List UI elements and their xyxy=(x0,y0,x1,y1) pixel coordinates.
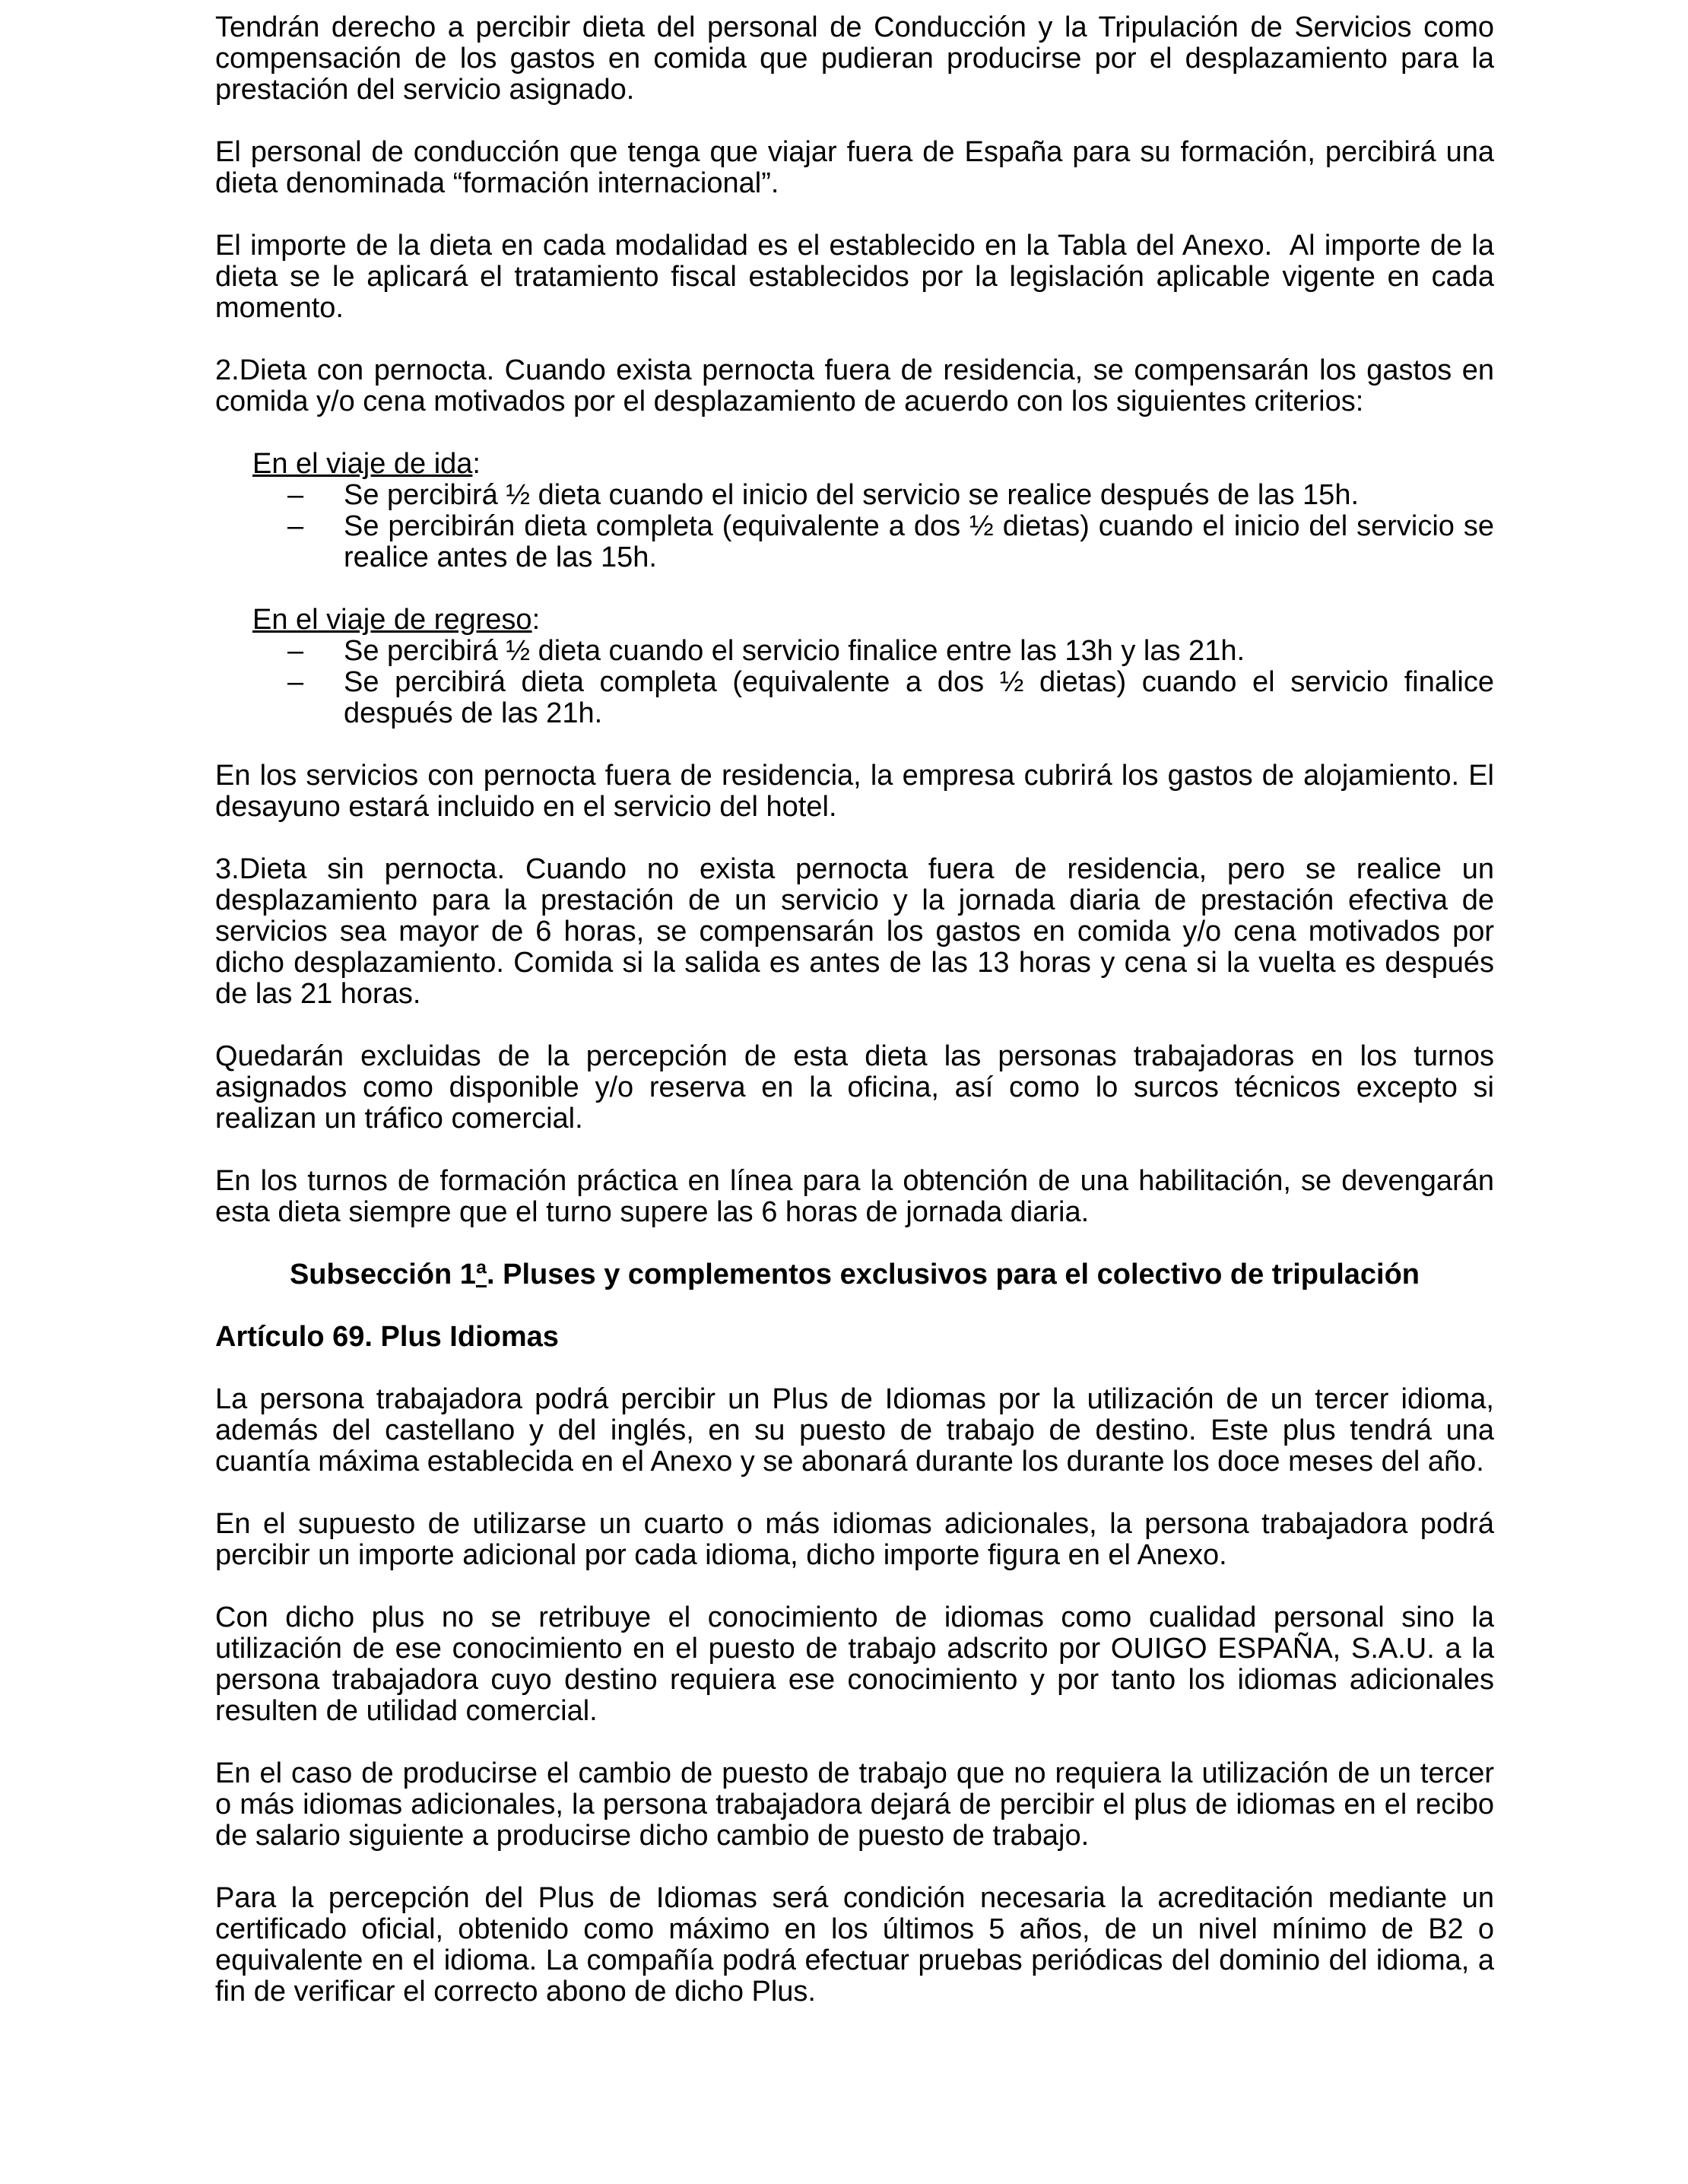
section-viaje-ida xyxy=(215,449,1494,573)
paragraph-pernocta-alojamiento: En los servicios con pernocta fuera de residencia, la empresa cubrirá los gastos de alojamiento. El desayuno estará incluido en el servicio del hotel. xyxy=(215,760,1494,823)
subsection-heading-ordinal: ª xyxy=(475,1259,487,1290)
section-viaje-regreso xyxy=(215,605,1494,729)
subsection-heading-prefix: Subsección 1 xyxy=(289,1259,476,1290)
paragraph-plus-idiomas-1: La persona trabajadora podrá percibir un Plus de Idiomas por la utilización de un tercer idioma, además del castellano y del inglés, en su puesto de trabajo de destino. Este plus tendrá una cuantía máxima establecida en el Anexo y se abonará durante los durante los doce meses del año. xyxy=(215,1383,1494,1478)
paragraph-dieta-sin-pernocta: 3.Dieta sin pernocta. Cuando no exista pernocta fuera de residencia, pero se realice un desplazamiento para la prestación de un servicio y la jornada diaria de prestación efectiva de servicios sea mayor de 6 horas, se compensarán los gastos en comida y/o cena motivados por dicho desplazamiento. Comida si la salida es antes de las 13 horas y cena si la vuelta es después de las 21 horas. xyxy=(215,853,1494,1010)
list-item-regreso-1 xyxy=(215,636,1494,667)
list-item-ida-2 xyxy=(215,511,1494,573)
paragraph-plus-idiomas-5: Para la percepción del Plus de Idiomas será condición necesaria la acreditación mediante un certificado oficial, obtenido como máximo en los últimos 5 años, de un nivel mínimo de B2 o equivalente en el idioma. La compañía podrá efectuar pruebas periódicas del dominio del idioma, a fin de verificar el correcto abono de dicho Plus. xyxy=(215,1882,1494,2008)
dash-bullet-icon: – xyxy=(287,510,304,542)
heading-viaje-regreso-text: En el viaje de regreso xyxy=(252,604,532,636)
list-item-ida-2-text: Se percibirán dieta completa (equivalente a dos ½ dietas) cuando el inicio del servicio se realice antes de las 15h. xyxy=(344,510,1494,573)
heading-viaje-ida-text: En el viaje de ida xyxy=(252,448,473,480)
paragraph-plus-idiomas-2: En el supuesto de utilizarse un cuarto o más idiomas adicionales, la persona trabajadora podrá percibir un importe adicional por cada idioma, dicho importe figura en el Anexo. xyxy=(215,1508,1494,1571)
subsection-heading xyxy=(215,1259,1494,1290)
list-item-ida-1-text: Se percibirá ½ dieta cuando el inicio del servicio se realice después de las 15h. xyxy=(344,479,1360,511)
paragraph-importe-dieta: El importe de la dieta en cada modalidad es el establecido en la Tabla del Anexo. Al importe de la dieta se le aplicará el tratamiento fiscal establecidos por la legislación aplicable vigente en cada momento. xyxy=(215,230,1494,324)
dash-bullet-icon: – xyxy=(287,635,304,667)
dash-bullet-icon: – xyxy=(287,666,304,698)
subsection-heading-rest: . Pluses y complementos exclusivos para el colectivo de tripulación xyxy=(487,1259,1420,1290)
paragraph-excluidas-dieta: Quedarán excluidas de la percepción de esta dieta las personas trabajadoras en los turnos asignados como disponible y/o reserva en la oficina, así como lo surcos técnicos excepto si realizan un tráfico comercial. xyxy=(215,1040,1494,1135)
paragraph-formacion-internacional: El personal de conducción que tenga que viajar fuera de España para su formación, percibirá una dieta denominada “formación internacional”. xyxy=(215,136,1494,199)
list-item-ida-1 xyxy=(215,480,1494,511)
paragraph-plus-idiomas-4: En el caso de producirse el cambio de puesto de trabajo que no requiera la utilización de un tercer o más idiomas adicionales, la persona trabajadora dejará de percibir el plus de idiomas en el recibo de salario siguiente a producirse dicho cambio de puesto de trabajo. xyxy=(215,1757,1494,1852)
list-item-regreso-2-text: Se percibirá dieta completa (equivalente a dos ½ dietas) cuando el servicio finalice después de las 21h. xyxy=(344,666,1494,729)
list-item-regreso-2 xyxy=(215,667,1494,729)
paragraph-turnos-formacion: En los turnos de formación práctica en línea para la obtención de una habilitación, se devengarán esta dieta siempre que el turno supere las 6 horas de jornada diaria. xyxy=(215,1165,1494,1228)
paragraph-plus-idiomas-3: Con dicho plus no se retribuye el conocimiento de idiomas como cualidad personal sino la utilización de ese conocimiento en el puesto de trabajo adscrito por OUIGO ESPAÑA, S.A.U. a la persona trabajadora cuyo destino requiera ese conocimiento y por tanto los idiomas adicionales resulten de utilidad comercial. xyxy=(215,1601,1494,1727)
heading-viaje-regreso-colon: : xyxy=(531,604,541,636)
paragraph-dieta-con-pernocta: 2.Dieta con pernocta. Cuando exista pernocta fuera de residencia, se compensarán los gastos en comida y/o cena motivados por el desplazamiento de acuerdo con los siguientes criterios: xyxy=(215,354,1494,417)
heading-viaje-regreso xyxy=(252,605,1494,636)
article-heading: Artículo 69. Plus Idiomas xyxy=(215,1321,559,1353)
paragraph-derecho-dieta: Tendrán derecho a percibir dieta del personal de Conducción y la Tripulación de Servicios como compensación de los gastos en comida que pudieran producirse por el desplazamiento para la prestación del servicio asignado. xyxy=(215,11,1494,106)
list-item-regreso-1-text: Se percibirá ½ dieta cuando el servicio finalice entre las 13h y las 21h. xyxy=(344,635,1245,667)
heading-viaje-ida xyxy=(252,449,1494,480)
dash-bullet-icon: – xyxy=(287,479,304,511)
heading-viaje-ida-colon: : xyxy=(472,448,481,480)
